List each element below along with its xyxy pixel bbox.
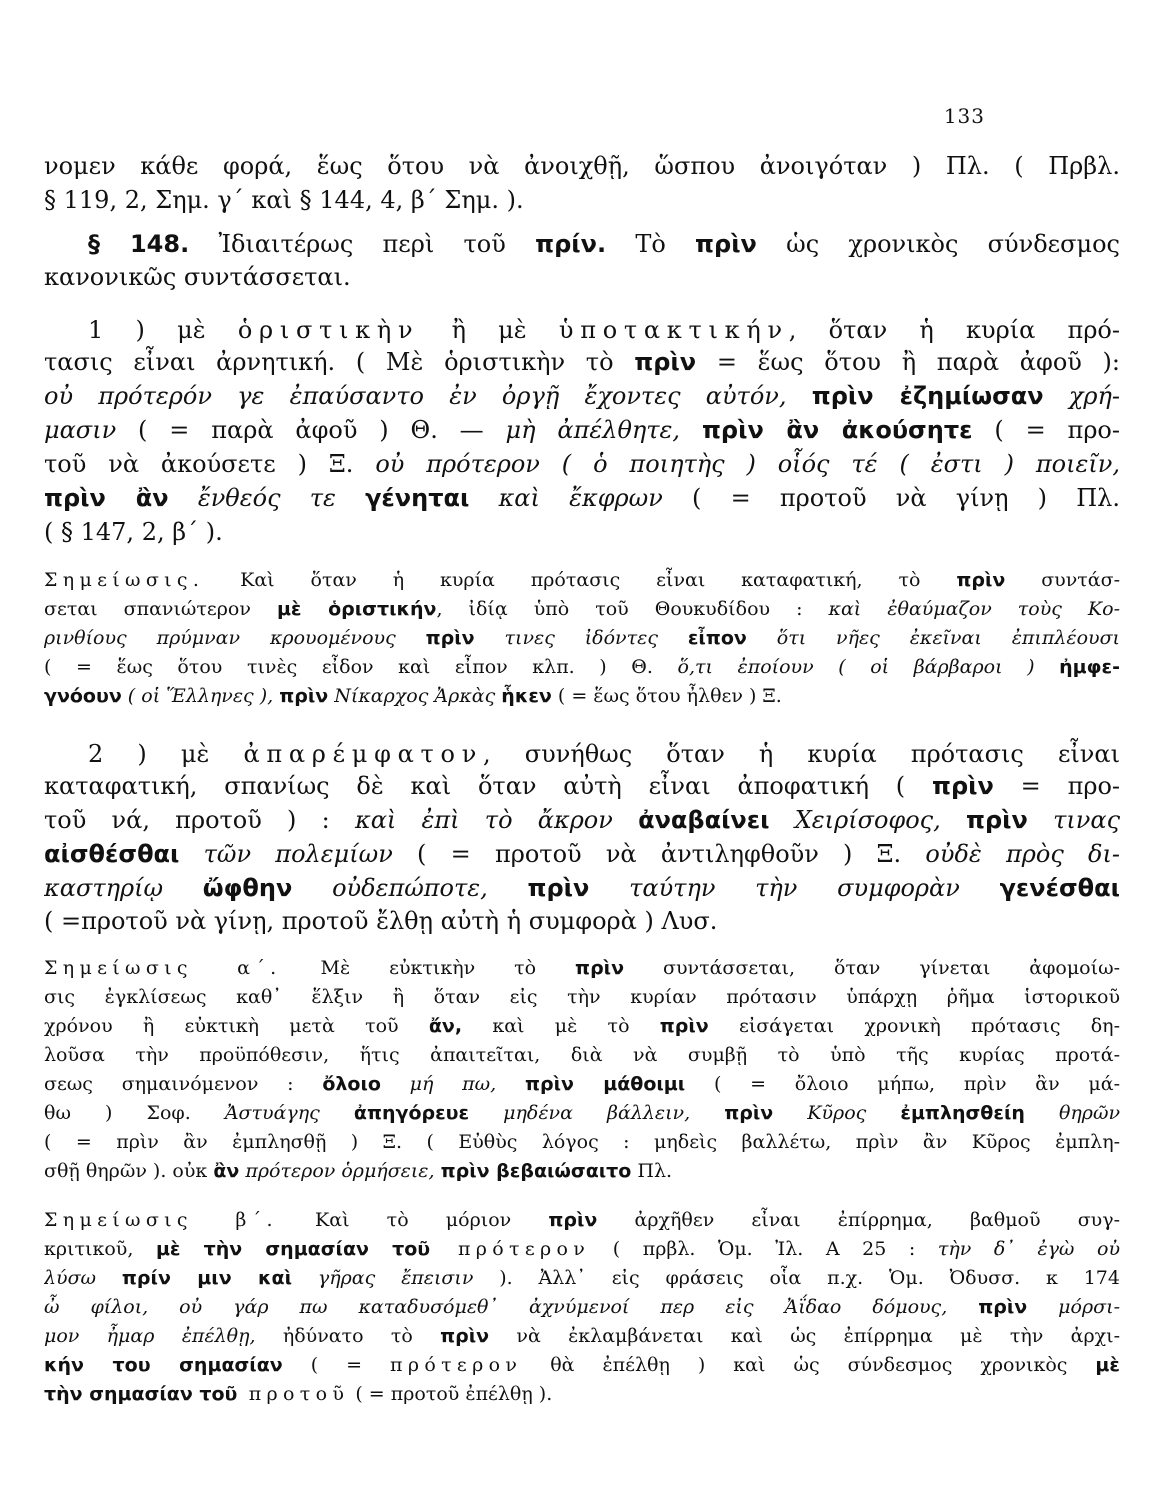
citation: θηρῶν [1024, 1102, 1120, 1124]
note-heading: Σημείωσις β΄. [44, 1209, 278, 1231]
text: λοῦσα τὴν προϋπόθεσιν, ἥτις ἀπαιτεῖται, διὰ νὰ συμβῇ τὸ ὑπὸ τῆς κυρίας προτά- [44, 1044, 1120, 1066]
bold-term: πρὶν [956, 569, 1006, 591]
citation: οὐδὲ πρὸς δι- [925, 840, 1120, 868]
text: , συνήθως ὅταν ἡ κυρία πρότασις εἶναι [483, 740, 1120, 768]
bold-term: πρὶν [425, 627, 475, 649]
bold-term: ἄν, [428, 1015, 463, 1037]
bold-term: ἧκεν [501, 685, 552, 707]
text-line [44, 770, 1120, 802]
bold-term: πρὶν [931, 772, 994, 800]
text: εἰσάγεται χρονικὴ πρότασις δη- [708, 1015, 1120, 1037]
note-heading: Σημείωσις. [44, 569, 205, 591]
note-line [44, 1351, 1120, 1379]
note-line [44, 1041, 1120, 1069]
bold-term: μὲ [1095, 1354, 1120, 1376]
bold-term: ἀπηγόρευε [353, 1102, 470, 1124]
bold-term: ἐμπλησθείη [900, 1102, 1025, 1124]
text: ( =προτοῦ νὰ γίνῃ, προτοῦ ἔλθῃ αὐτὴ ἡ συμφορὰ ) Λυσ. [44, 907, 718, 935]
text: νὰ ἐκλαμβάνεται καὶ ὡς ἐπίρρημα μὲ τὴν ἀρχι- [489, 1325, 1120, 1347]
bold-term: κήν του σημασίαν [44, 1354, 283, 1376]
bold-term: πρὶν [659, 1015, 709, 1037]
citation: τὴν δ᾽ ἐγὼ οὐ [937, 1238, 1120, 1260]
text-line [88, 314, 1120, 346]
citation: μὴ ἀπέλθητε, [505, 416, 702, 444]
text-line [44, 261, 1120, 293]
bold-term: ὄλοιο [322, 1073, 381, 1095]
text: χρόνου ἢ εὐκτικὴ μετὰ τοῦ [44, 1015, 429, 1037]
citation: χρή- [1043, 382, 1120, 410]
text: σεως σημαινόμενον : [44, 1073, 323, 1095]
citation: καὶ ἐπὶ τὸ ἄκρον [354, 806, 639, 834]
citation: ταύτην τὴν συμφορὰν [589, 874, 1000, 902]
text: ( = [282, 1354, 391, 1376]
text-line [44, 414, 1120, 446]
text: Καὶ τὸ μόριον [277, 1209, 549, 1231]
citation: καὶ ἐθαύμαζον τοὺς Κο- [828, 598, 1120, 620]
note-line [44, 1322, 1120, 1350]
text: καταφατική, σπανίως δὲ καὶ ὅταν αὐτὴ εἶναι ἀποφατική ( [44, 772, 932, 800]
bold-term: ὤφθην [202, 874, 293, 902]
bold-term: γνόουν [44, 685, 122, 707]
bold-term: πρὶν μάθοιμι [524, 1073, 686, 1095]
bold-term: αἰσθέσθαι [44, 840, 180, 868]
citation: καστηρίῳ [44, 874, 203, 902]
note-line [44, 624, 1120, 652]
text: συντάσσεται, ὅταν γίνεται ἀφομοίω- [624, 957, 1120, 979]
citation: καὶ ἔκφρων [469, 484, 663, 512]
text: Μὲ εὐκτικὴν τὸ [281, 957, 576, 979]
note-line [44, 682, 1120, 710]
citation: ρινθίους πρύμναν κρουομένους [44, 627, 426, 649]
citation: Νίκαρχος Ἀρκὰς [328, 685, 502, 707]
bold-term: τὴν σημασίαν τοῦ [44, 1383, 238, 1405]
page-number: 133 [943, 104, 985, 128]
note-line [44, 1380, 1120, 1408]
spaced-term: ἀπαρέμφατον [243, 740, 484, 768]
bold-term: ἠμφε- [1059, 656, 1120, 678]
note-line [44, 653, 1120, 681]
bold-term: πρὶν [279, 685, 329, 707]
text-line [44, 872, 1120, 904]
text-line [44, 184, 1120, 216]
text: ἀρχῆθεν εἶναι ἐπίρρημα, βαθμοῦ συγ- [597, 1209, 1120, 1231]
text: , ἰδίᾳ ὑπὸ τοῦ Θουκυδίδου : [436, 598, 829, 620]
bold-term: γενέσθαι [999, 874, 1120, 902]
bold-term: ἀναβαίνει [638, 806, 770, 834]
text: τοῦ νά, προτοῦ ) : [44, 806, 355, 834]
text-line [44, 838, 1120, 870]
bold-term: πρίν. [535, 230, 607, 258]
text-line [44, 516, 1120, 548]
text: = προ- [993, 772, 1120, 800]
text: Ἰδιαιτέρως περὶ τοῦ [189, 230, 536, 258]
citation: τῶν πολεμίων [179, 840, 393, 868]
text: 1 ) μὲ [88, 316, 238, 344]
text: , ὅταν ἡ κυρία πρό- [788, 316, 1120, 344]
bold-term: πρὶν ἂν ἀκούσητε [701, 416, 973, 444]
text-line [44, 804, 1120, 836]
bold-term: πρὶν βεβαιώσαιτο [440, 1160, 632, 1182]
text-line [44, 482, 1120, 514]
spaced-term: ὑποτακτικήν [558, 316, 789, 344]
text: ( = ἕως ὅτου τινὲς εἶδον καὶ εἶπον κλπ. ) Θ. [44, 656, 678, 678]
text-line [44, 905, 1120, 937]
text: ἠδύνατο τὸ [255, 1325, 441, 1347]
text: σθῇ θηρῶν ). οὐκ [44, 1160, 214, 1182]
text: § 119, 2, Σημ. γ΄ καὶ § 144, 4, β΄ Σημ. ). [44, 186, 524, 214]
text: ( πρβλ. Ὁμ. Ἰλ. Α 25 : [590, 1238, 938, 1260]
bold-term: πρὶν [527, 874, 590, 902]
note-line [44, 1157, 1120, 1185]
bold-term: πρὶν [548, 1209, 598, 1231]
note-line [44, 566, 1120, 594]
text: ( § 147, 2, β΄ ). [44, 518, 223, 546]
section-number: § 148. [88, 230, 190, 258]
note-line [44, 595, 1120, 623]
bold-term: μὲ ὁριστικήν [276, 598, 437, 620]
bold-term: πρὶν ἐζημίωσαν [811, 382, 1044, 410]
citation: πρότερον ὁρμήσειε, [239, 1160, 441, 1182]
note-line [44, 954, 1120, 982]
citation: γῆρας ἔπεισιν [292, 1267, 500, 1289]
citation: ὅτι νῆες ἐκεῖναι ἐπιπλέουσι [746, 627, 1120, 649]
note-line [44, 1264, 1120, 1292]
text: κριτικοῦ, [44, 1238, 156, 1260]
text: τασις εἶναι ἀρνητική. ( Μὲ ὁριστικὴν τὸ [44, 348, 635, 376]
bold-term: πρὶν [634, 348, 697, 376]
spaced-term: πρότερον [390, 1354, 523, 1376]
bold-term: γένηται [365, 484, 470, 512]
note-line [44, 1070, 1120, 1098]
citation: ( οἱ Ἕλληνες ), [121, 685, 280, 707]
text-line [44, 380, 1120, 412]
text: ( = προτοῦ ἐπέλθῃ ). [349, 1383, 553, 1405]
text-line [44, 150, 1120, 182]
text: συντάσ- [1005, 569, 1120, 591]
bold-term: εἶπον [687, 627, 747, 649]
text: ( = παρὰ ἀφοῦ ) Θ. — [116, 416, 506, 444]
note-heading: Σημείωσις α΄. [44, 957, 282, 979]
bold-term: πρὶν ἂν [44, 484, 169, 512]
note-line [44, 1099, 1120, 1127]
text: ( = ὄλοιο μήπω, πρὶν ἂν μά- [685, 1073, 1120, 1095]
text: Πλ. [631, 1160, 673, 1182]
text: ). Ἀλλ᾽ εἰς φράσεις οἷα π.χ. Ὁμ. Ὀδυσσ. κ 174 [499, 1267, 1120, 1289]
text: θὰ ἐπέλθῃ ) καὶ ὡς σύνδεσμος χρονικὸς [522, 1354, 1096, 1376]
bold-term: μὲ τὴν σημασίαν τοῦ [155, 1238, 431, 1260]
spaced-term: ὁριστικὴν [237, 316, 420, 344]
bold-term: ἂν [213, 1160, 240, 1182]
text: ὡς χρονικὸς σύνδεσμος [756, 230, 1120, 258]
citation: οὐ πρότερον ( ὁ ποιητὴς ) οἷός τέ ( ἐστι ) ποιεῖν, [375, 450, 1120, 478]
text: καὶ μὲ τὸ [462, 1015, 660, 1037]
citation: λύσω [44, 1267, 122, 1289]
text-line [44, 448, 1120, 480]
bold-term: πρὶν [440, 1325, 490, 1347]
spaced-term: πρότερον [430, 1238, 591, 1260]
section-heading [88, 228, 1120, 260]
bold-term: πρὶν [978, 1296, 1028, 1318]
citation: οὐδεπώποτε, [292, 874, 528, 902]
text: ( = προτοῦ νὰ γίνῃ ) Πλ. [662, 484, 1120, 512]
citation: τινας [1027, 806, 1120, 834]
note-line [44, 1235, 1120, 1263]
citation: μή πω, [380, 1073, 525, 1095]
text: θω ) Σοφ. [44, 1102, 225, 1124]
citation: μασιν [44, 416, 117, 444]
text: ἢ μὲ [419, 316, 559, 344]
citation: Ἀστυάγης [224, 1102, 354, 1124]
citation: μόρσι- [1027, 1296, 1120, 1318]
text: ( = προτοῦ νὰ ἀντιληφθοῦν ) Ξ. [392, 840, 926, 868]
note-line [44, 983, 1120, 1011]
text: = ἕως ὅτου ἢ παρὰ ἀφοῦ ): [696, 348, 1120, 376]
text-line [88, 738, 1120, 770]
bold-term: πρὶν [965, 806, 1028, 834]
citation: μηδένα βάλλειν, [469, 1102, 725, 1124]
text: τοῦ νὰ ἀκούσετε ) Ξ. [44, 450, 376, 478]
spaced-term: προτοῦ [237, 1383, 350, 1405]
bold-term: πρὶν [724, 1102, 774, 1124]
citation: μον ἦμαρ ἐπέλθῃ, [44, 1325, 256, 1347]
text: ( = ἕως ὅτου ἦλθεν ) Ξ. [551, 685, 782, 707]
citation: τινες ἰδόντες [474, 627, 688, 649]
text: νομεν κάθε φορά, ἕως ὅτου νὰ ἀνοιχθῇ, ὥσπου ἀνοιγόταν ) Πλ. ( Πρβλ. [44, 152, 1120, 180]
text: 2 ) μὲ [88, 740, 244, 768]
text: σεται σπανιώτερον [44, 598, 277, 620]
citation: ἔνθεός τε [168, 484, 366, 512]
text: ( = πρὶν ἂν ἐμπλησθῇ ) Ξ. ( Εὐθὺς λόγος : μηδεὶς βαλλέτω, πρὶν ἂν Κῦρος ἐμπλη- [44, 1131, 1120, 1153]
bold-term: πρὶν [695, 230, 757, 258]
bold-term: πρίν μιν καὶ [121, 1267, 293, 1289]
bold-term: πρὶν [575, 957, 625, 979]
citation: οὐ πρότερόν γε ἐπαύσαντο ἐν ὀργῇ ἔχοντες αὐτόν, [44, 382, 812, 410]
text: κανονικῶς συντάσσεται. [44, 263, 351, 291]
text: σις ἐγκλίσεως καθ᾽ ἕλξιν ἢ ὅταν εἰς τὴν κυρίαν πρότασιν ὑπάρχῃ ῥῆμα ἱστορικοῦ [44, 986, 1120, 1008]
text: Καὶ ὅταν ἡ κυρία πρότασις εἶναι καταφατική, τὸ [204, 569, 957, 591]
text-line [44, 346, 1120, 378]
note-line [44, 1293, 1120, 1321]
text: ( = προ- [972, 416, 1120, 444]
citation: Χειρίσοφος, [769, 806, 966, 834]
citation: ὅ,τι ἐποίουν ( οἱ βάρβαροι ) [677, 656, 1060, 678]
citation: ὦ φίλοι, οὐ γάρ πω καταδυσόμεθ᾽ ἀχνύμενοί περ εἰς Ἀΐδαο δόμους, [44, 1296, 979, 1318]
text: Τὸ [606, 230, 696, 258]
citation: Κῦρος [773, 1102, 901, 1124]
note-line [44, 1012, 1120, 1040]
note-line [44, 1128, 1120, 1156]
note-line [44, 1206, 1120, 1234]
